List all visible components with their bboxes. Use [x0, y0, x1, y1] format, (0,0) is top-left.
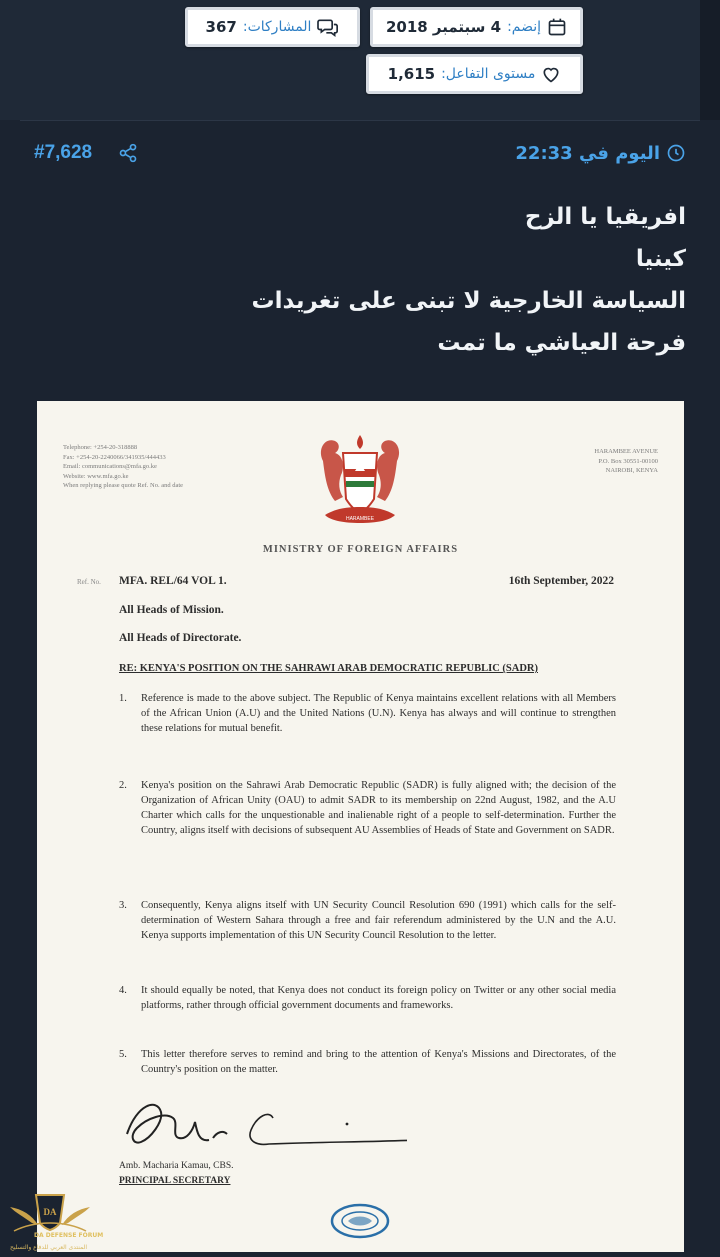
- clock-icon: [666, 143, 686, 163]
- kenya-seal-icon: [328, 1201, 392, 1241]
- ministry-heading: MINISTRY OF FOREIGN AFFAIRS: [262, 544, 459, 555]
- heart-icon: [541, 64, 561, 84]
- reference-number: MFA. REL/64 VOL 1.: [119, 575, 227, 587]
- watermark-brand: DA DEFENSE FORUM: [34, 1232, 104, 1239]
- post-meta: [34, 138, 686, 168]
- divider: [20, 120, 700, 121]
- letter-paragraph: 4. It should equally be noted, that Kenya does not conduct its foreign policy on Twitter or any other social media platforms, rather through official government documents and frameworks.: [119, 985, 616, 1011]
- post-body: [86, 196, 686, 364]
- signer-name: Amb. Macharia Kamau, CBS.: [119, 1161, 234, 1171]
- posts-stat: [185, 7, 360, 47]
- posts-value: 367: [205, 18, 237, 36]
- letter-paragraph: 5. This letter therefore serves to remind and bring to the attention of Kenya's Missions and Directorates, of the Country's position on the matter.: [119, 1049, 616, 1075]
- ref-label: Ref. No.: [77, 578, 101, 586]
- reaction-stat: [366, 54, 583, 94]
- joined-value: 4 سبتمبر 2018: [385, 18, 502, 36]
- letter-paragraph: 1. Reference is made to the above subject. The Republic of Kenya maintains excellent relations with all Members of the African Union (A.U) and the United Nations (U.N). Kenya has always and will continue to strengthen these relations for mutual benefit.: [119, 693, 616, 734]
- band-edge: [700, 0, 720, 120]
- attached-letter-image[interactable]: [37, 401, 684, 1252]
- calendar-icon: [547, 17, 567, 37]
- post-line: فرحة العياشي ما تمت: [437, 330, 686, 356]
- post-meta-right[interactable]: [515, 143, 686, 164]
- coat-of-arms-icon: [305, 431, 415, 531]
- svg-text:DA: DA: [43, 1207, 57, 1217]
- addressee-2: All Heads of Directorate.: [119, 632, 242, 644]
- reaction-value: 1,615: [387, 65, 436, 83]
- letterhead-contacts: Telephone: +254-20-318888 Fax: +254-20-2240066/341935/444433 Email: communications@mfa.go.ke Website: www.mfa.go.ke When replying please quote Ref. No. and date: [63, 444, 184, 489]
- letter-date: 16th September, 2022: [508, 575, 614, 587]
- posts-label: المشاركات:: [242, 19, 312, 35]
- joined-label: إنضم:: [507, 19, 542, 35]
- signature-icon: [117, 1094, 407, 1154]
- addressee-1: All Heads of Mission.: [119, 604, 224, 616]
- post-timestamp[interactable]: اليوم في 22:33: [515, 142, 660, 164]
- post-meta-left: [34, 142, 138, 164]
- svg-text:HARAMBEE: HARAMBEE: [345, 516, 375, 522]
- post-line: كينيا: [635, 246, 686, 272]
- letterhead-address: HARAMBEE AVENUE P.O. Box 30551-00100 NAIROBI, KENYA: [594, 448, 658, 474]
- letter-paragraph: 2. Kenya's position on the Sahrawi Arab Democratic Republic (SADR) is fully aligned with; the decision of the Organization of African Unity (OAU) to admit SADR to its membership on 22nd August, 1982, and the A.U Charter which calls for the unquestionable and inalienable right of a people to self-determination. Further the Country, aligns itself with decisions of subsequent AU Assemblies of Heads of State and Government on SADR.: [119, 780, 616, 836]
- share-icon[interactable]: [118, 143, 138, 163]
- post-number-link[interactable]: #7,628: [34, 142, 93, 163]
- comments-icon: [317, 17, 339, 37]
- reaction-label: مستوى التفاعل:: [441, 66, 536, 82]
- profile-band: [0, 0, 720, 120]
- joined-stat: [370, 7, 583, 47]
- post-line: افريقيا يا الزح: [524, 204, 686, 230]
- watermark-subtitle: المنتدى العربي للدفاع والتسليح: [10, 1244, 87, 1251]
- letter-paragraph: 3. Consequently, Kenya aligns itself with UN Security Council Resolution 690 (1991) which calls for the self-determination of Western Sahara through a free and fair referendum administered by the U.N and the A.U. Kenya supports implementation of this UN Security Council Resolution to the letter.: [119, 900, 616, 941]
- signer-title: PRINCIPAL SECRETARY: [119, 1176, 231, 1186]
- post-line: السياسة الخارجية لا تبنى على تغريدات: [251, 288, 686, 314]
- letter-subject: RE: KENYA'S POSITION ON THE SAHRAWI ARAB DEMOCRATIC REPUBLIC (SADR): [119, 663, 538, 674]
